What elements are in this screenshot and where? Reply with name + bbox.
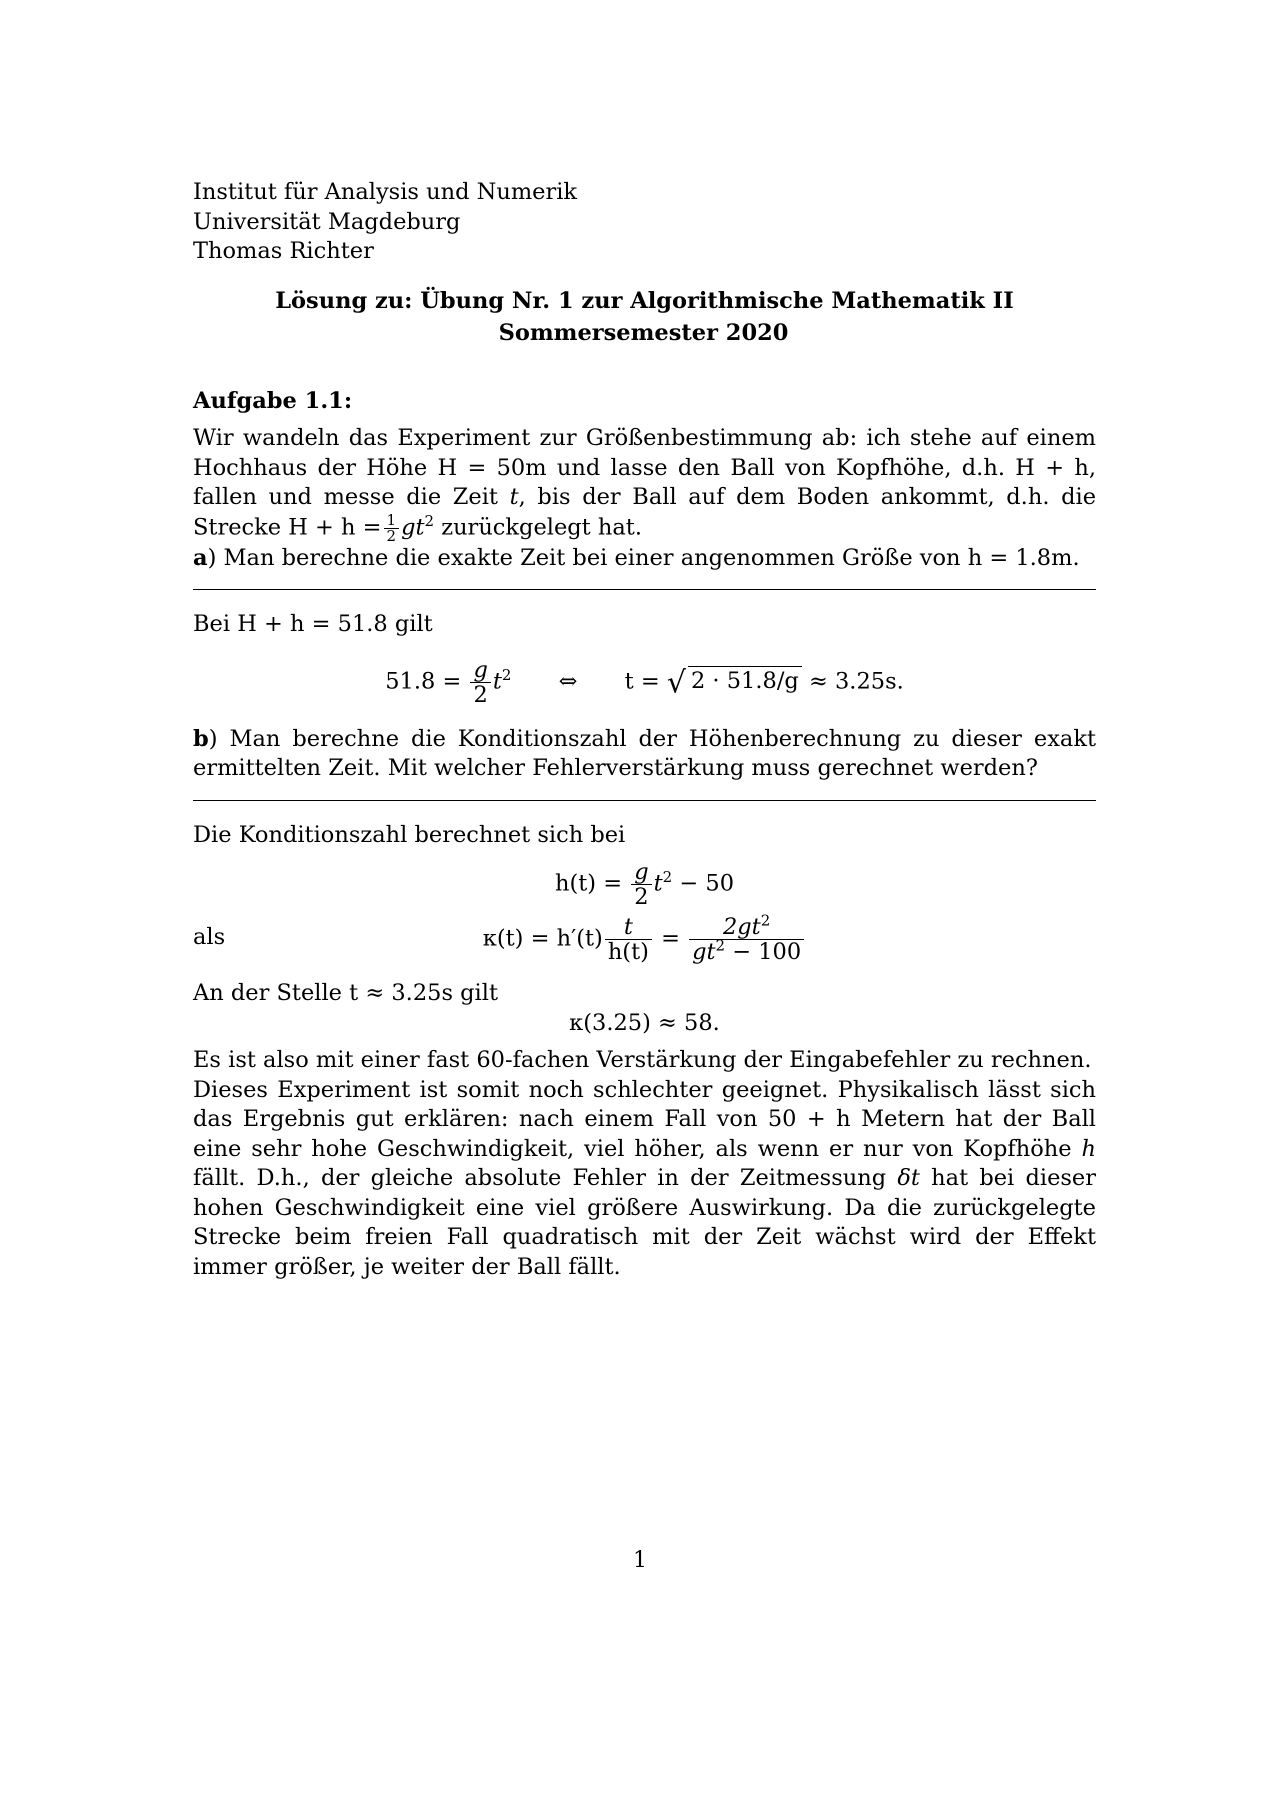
fraction-g-half: $\frac{g}{2}$	[470, 658, 490, 707]
separator-rule-b	[193, 800, 1096, 801]
solution-a-intro: Bei H + h = 51.8 gilt	[193, 611, 433, 637]
page-number: 1	[633, 1548, 647, 1573]
equation-height: h(t) = $\frac{g}{2}$ $t^2 - 50$	[554, 859, 735, 910]
equation-time: 51.8 = $\frac{g}{2}$ $t^2$ ⇔ t = √ 2 · 51.8/g ≈ 3.25s.	[385, 656, 904, 708]
header-author: Thomas Richter	[193, 238, 374, 264]
header-institute: Institut für Analysis und Numerik	[193, 179, 578, 205]
solution-b-at-point: An der Stelle t ≈ 3.25s gilt	[193, 980, 498, 1006]
equation-condition: κ(t) = h′(t) $\frac{t}{h(t)}$ = $\frac{2gt^2}{gt^2 - 100}$	[193, 915, 1096, 964]
label-als: als	[193, 924, 226, 950]
document-page	[193, 178, 1096, 1282]
title-line-2: Sommersemester 2020	[498, 319, 789, 346]
subtask-a: a) Man berechne die exakte Zeit bei einer angenommen Größe von h = 1.8m.	[193, 544, 1080, 571]
equation-result: κ(3.25) ≈ 58.	[569, 1009, 720, 1036]
title-line-1: Lösung zu: Übung Nr. 1 zur Algorithmische Mathematik II	[275, 287, 1014, 314]
conclusion-paragraph: Dieses Experiment ist somit noch schlechter geeignet. Physikalisch lässt sich das Ergebnis gut erklären: nach einem Fall von 50 + h Metern hat der Ball eine sehr hohe Geschwindigkeit, viel höher, als wenn er nur von Kopfhöhe h fällt. D.h., der gleiche absolute Fehler in der Zeitmessung δt hat bei dieser hohen Geschwindigkeit eine viel größere Auswirkung. Da die zurückgelegte Strecke beim freien Fall quadratisch mit der Zeit wächst wird der Effekt immer größer, je weiter der Ball fällt.	[193, 1076, 1097, 1280]
conclusion-line: Es ist also mit einer fast 60-fachen Verstärkung der Eingabefehler zu rechnen.	[193, 1047, 1092, 1073]
condition-row	[193, 911, 1096, 973]
fraction-g-half-2: $\frac{g}{2}$	[631, 860, 651, 909]
task-intro: Wir wandeln das Experiment zur Größenbestimmung ab: ich stehe auf einem Hochhaus der Höhe H = 50m und lasse den Ball von Kopfhöhe, d.h. H + h, fallen und messe die Zeit t, bis der Ball auf dem Boden ankommt, d.h. die Strecke H + h = $\frac{1}{2}$ $gt^2$ zurückgelegt hat.	[193, 425, 1097, 545]
solution-b-intro: Die Konditionszahl berechnet sich bei	[193, 821, 626, 848]
fraction-condition: $\frac{2gt^2}{gt^2 - 100}$	[689, 915, 804, 964]
subtask-b: b) Man berechne die Konditionszahl der Höhenberechnung zu dieser exakt ermittelten Zeit. Mit welcher Fehlerverstärkung muss gerechnet werden?	[193, 725, 1096, 781]
separator-rule-a	[193, 589, 1096, 590]
header-university: Universität Magdeburg	[193, 208, 461, 235]
institution-header	[193, 178, 1096, 267]
fraction-one-half: $\frac{1}{2}$	[384, 513, 400, 544]
fraction-t-over-h: $\frac{t}{h(t)}$	[605, 915, 652, 964]
task-heading: Aufgabe 1.1:	[193, 387, 353, 414]
document-title	[193, 285, 1096, 349]
